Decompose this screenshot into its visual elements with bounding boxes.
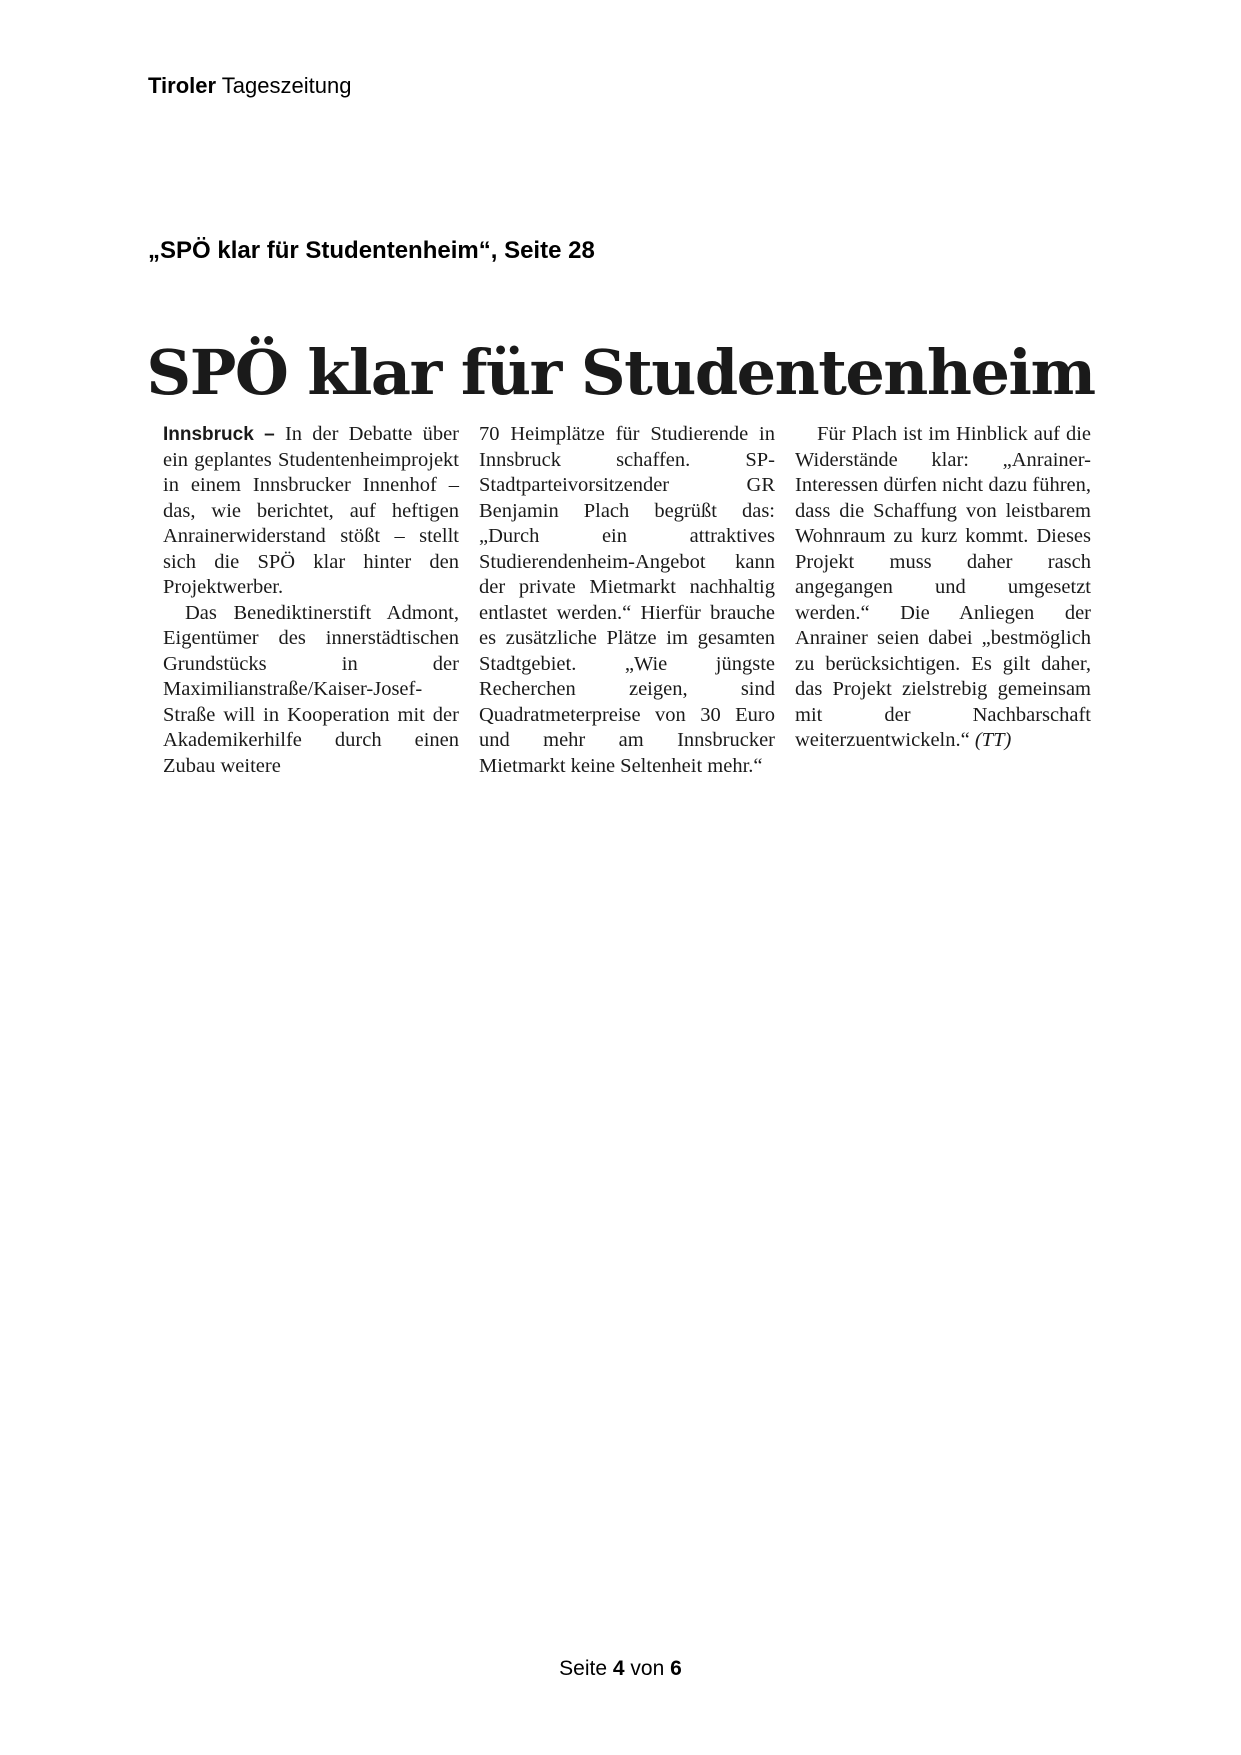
paragraph — [163, 422, 459, 601]
paragraph: 70 Heimplätze für Studierende in Innsbruck schaffen. SP-Stadtparteivorsitzender GR Benjamin Plach begrüßt das: „Durch ein attraktives Studierendenheim-Angebot kann der private Mietmarkt nachhaltig entlastet werden.“ Hierfür brauche es zusätzliche Plätze im gesamten Stadtgebiet. „Wie jüngste Recherchen zeigen, sind Quadratmeterpreise von 30 Euro und mehr am Innsbrucker Mietmarkt keine Seltenheit mehr.“ — [479, 423, 775, 777]
article-column-3 — [795, 422, 1091, 754]
paragraph-text: Für Plach ist im Hinblick auf die Widerstände klar: „Anrainer-Interessen dürfen nicht dazu führen, dass die Schaffung von leistbarem Wohnraum zu kurz kommt. Dieses Projekt muss daher rasch angegangen und umgesetzt werden.“ Die Anliegen der Anrainer seien dabei „bestmöglich zu berücksichtigen. Es gilt daher, das Projekt zielstrebig gemeinsam mit der Nachbarschaft weiterzuentwickeln.“ — [795, 423, 1091, 751]
masthead — [148, 72, 351, 100]
reference-title: „SPÖ klar für Studentenheim“, Seite 28 — [148, 237, 595, 264]
article-headline: SPÖ klar für Studentenheim — [146, 336, 1095, 409]
footer-prefix: Seite — [559, 1657, 608, 1680]
masthead-regular: Tageszeitung — [221, 73, 352, 98]
paragraph: Das Benediktinerstift Admont, Eigentümer des innerstädtischen Grundstücks in der Maximilianstraße/Kaiser-Josef-Straße will in Kooperation mit der Akademikerhilfe durch einen Zubau weitere — [163, 601, 459, 777]
footer-middle: von — [630, 1657, 665, 1680]
masthead-bold: Tiroler — [148, 73, 217, 98]
footer-total: 6 — [670, 1657, 682, 1680]
footer-page: 4 — [612, 1657, 625, 1680]
paragraph — [795, 422, 1091, 754]
author-signature: (TT) — [974, 729, 1012, 751]
article-column-1 — [163, 422, 459, 779]
dateline: Innsbruck – — [163, 424, 275, 445]
article-column-2 — [479, 422, 775, 779]
paragraph-text: In der Debatte über ein geplantes Studentenheimprojekt in einem Innsbrucker Innenhof – das, wie berichtet, auf heftigen Anrainerwiderstand stößt – stellt sich die SPÖ klar hinter den Projektwerber. — [163, 423, 460, 598]
page-footer — [0, 1656, 1241, 1682]
